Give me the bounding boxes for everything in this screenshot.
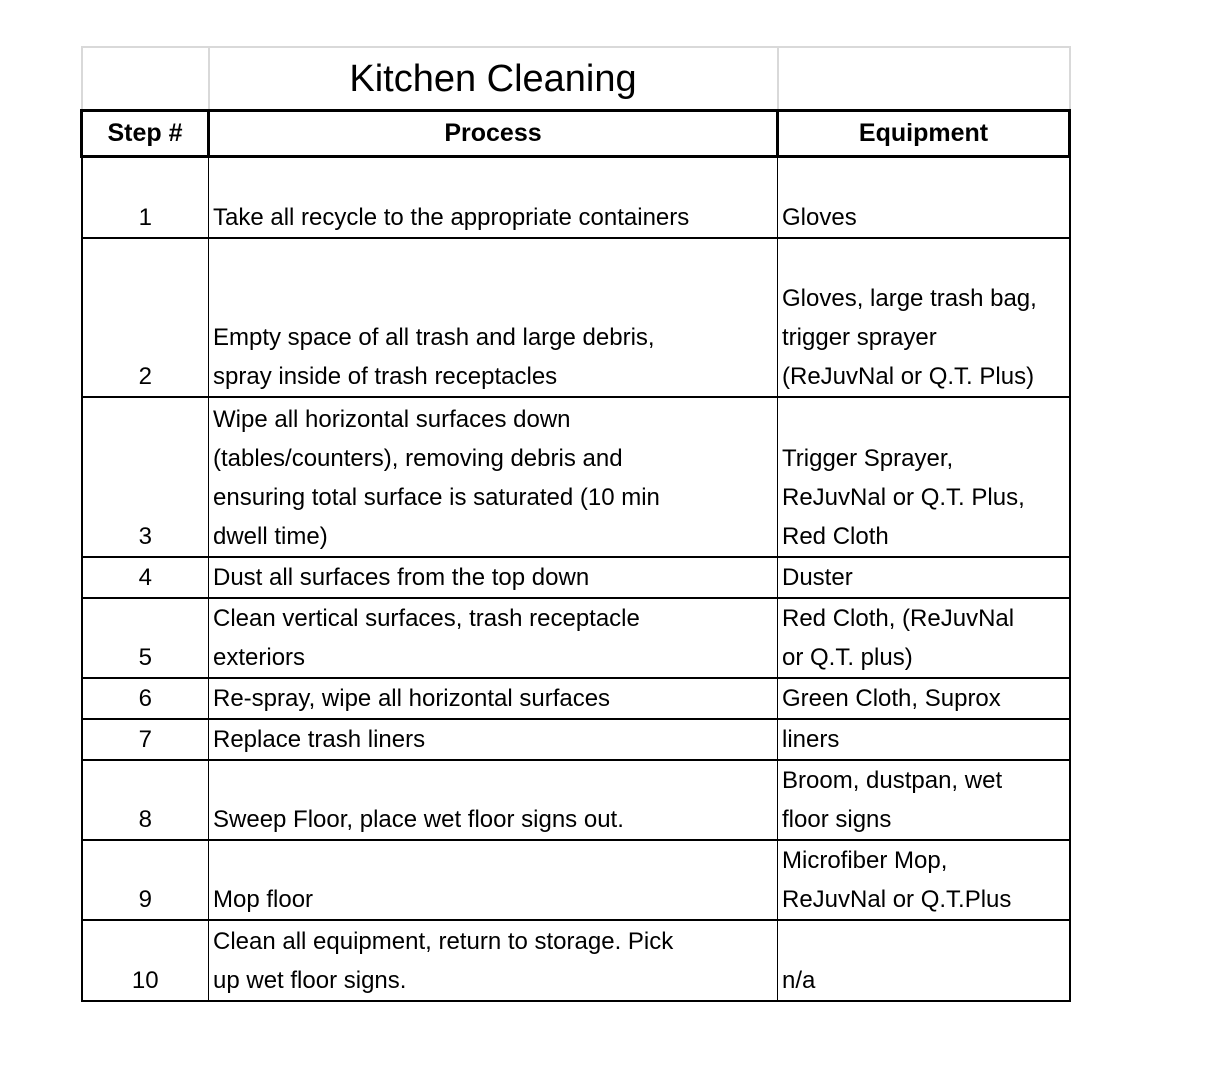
header-step[interactable]: Step # <box>82 111 209 157</box>
equipment-text-line: liners <box>782 726 840 753</box>
process-cell[interactable] <box>209 719 778 760</box>
process-text-line: Clean all equipment, return to storage. Pick <box>213 928 674 955</box>
process-cell[interactable] <box>209 397 778 557</box>
process-cell[interactable] <box>209 678 778 719</box>
equipment-text-line: or Q.T. plus) <box>782 644 913 671</box>
equipment-text-line: ReJuvNal or Q.T. Plus, <box>782 484 1025 511</box>
process-cell[interactable] <box>209 920 778 1001</box>
process-text-line: (tables/counters), removing debris and <box>213 445 623 472</box>
process-cell[interactable] <box>209 238 778 397</box>
step-number-cell[interactable]: 3 <box>82 397 209 557</box>
equipment-text-line: Gloves <box>782 204 857 231</box>
equipment-cell[interactable] <box>778 557 1070 598</box>
table-row <box>82 557 1070 598</box>
equipment-text-line: Duster <box>782 564 853 591</box>
equipment-text-line: floor signs <box>782 806 892 833</box>
equipment-cell[interactable] <box>778 397 1070 557</box>
process-text-line: Wipe all horizontal surfaces down <box>213 406 571 433</box>
process-text-line: Replace trash liners <box>213 726 426 753</box>
equipment-text-line: (ReJuvNal or Q.T. Plus) <box>782 363 1035 390</box>
step-number-cell[interactable]: 8 <box>82 760 209 840</box>
step-number-cell[interactable]: 5 <box>82 598 209 678</box>
table-row <box>82 840 1070 920</box>
equipment-text-line: trigger sprayer <box>782 324 937 351</box>
equipment-cell[interactable] <box>778 840 1070 920</box>
step-number-cell[interactable]: 9 <box>82 840 209 920</box>
step-number-cell[interactable]: 4 <box>82 557 209 598</box>
process-text-line: ensuring total surface is saturated (10 min <box>213 484 660 511</box>
title-empty-cell[interactable] <box>82 47 209 111</box>
process-text-line: Re-spray, wipe all horizontal surfaces <box>213 685 611 712</box>
process-cell[interactable] <box>209 760 778 840</box>
equipment-cell[interactable] <box>778 678 1070 719</box>
header-process[interactable]: Process <box>209 111 778 157</box>
process-text-line: Mop floor <box>213 886 314 913</box>
sheet-title[interactable]: Kitchen Cleaning <box>209 47 778 111</box>
process-text-line: up wet floor signs. <box>213 967 407 994</box>
process-text-line: Empty space of all trash and large debris, <box>213 324 655 351</box>
step-number-cell[interactable]: 1 <box>82 157 209 239</box>
equipment-text-line: Green Cloth, Suprox <box>782 685 1001 712</box>
equipment-cell[interactable] <box>778 598 1070 678</box>
equipment-text-line: Broom, dustpan, wet <box>782 767 1003 794</box>
equipment-text-line: ReJuvNal or Q.T.Plus <box>782 886 1012 913</box>
table-row <box>82 760 1070 840</box>
process-text-line: Take all recycle to the appropriate containers <box>213 204 690 231</box>
step-number-cell[interactable]: 10 <box>82 920 209 1001</box>
table-row <box>82 598 1070 678</box>
header-row <box>82 111 1070 157</box>
process-cell[interactable] <box>209 157 778 239</box>
process-text-line: exteriors <box>213 644 306 671</box>
header-equipment[interactable]: Equipment <box>778 111 1070 157</box>
process-cell[interactable] <box>209 840 778 920</box>
equipment-cell[interactable] <box>778 719 1070 760</box>
step-number-cell[interactable]: 6 <box>82 678 209 719</box>
step-number-cell[interactable]: 2 <box>82 238 209 397</box>
equipment-cell[interactable] <box>778 760 1070 840</box>
table-row <box>82 397 1070 557</box>
process-text-line: Clean vertical surfaces, trash receptacle <box>213 605 640 632</box>
table-row <box>82 238 1070 397</box>
equipment-cell[interactable] <box>778 920 1070 1001</box>
table-row <box>82 920 1070 1001</box>
process-text-line: Sweep Floor, place wet floor signs out. <box>213 806 624 833</box>
equipment-text-line: Trigger Sprayer, <box>782 445 954 472</box>
title-row <box>82 47 1070 111</box>
step-number-cell[interactable]: 7 <box>82 719 209 760</box>
cleaning-table <box>80 46 1071 1002</box>
process-cell[interactable] <box>209 557 778 598</box>
table-row <box>82 719 1070 760</box>
process-cell[interactable] <box>209 598 778 678</box>
process-text-line: dwell time) <box>213 523 328 550</box>
equipment-text-line: Microfiber Mop, <box>782 847 948 874</box>
spreadsheet <box>80 46 1071 1002</box>
equipment-cell[interactable] <box>778 157 1070 239</box>
table-row <box>82 157 1070 239</box>
equipment-cell[interactable] <box>778 238 1070 397</box>
equipment-text-line: Gloves, large trash bag, <box>782 285 1037 312</box>
title-empty-cell[interactable] <box>778 47 1070 111</box>
table-row <box>82 678 1070 719</box>
process-text-line: spray inside of trash receptacles <box>213 363 558 390</box>
equipment-text-line: Red Cloth, (ReJuvNal <box>782 605 1015 632</box>
process-text-line: Dust all surfaces from the top down <box>213 564 590 591</box>
equipment-text-line: n/a <box>782 967 816 994</box>
equipment-text-line: Red Cloth <box>782 523 889 550</box>
